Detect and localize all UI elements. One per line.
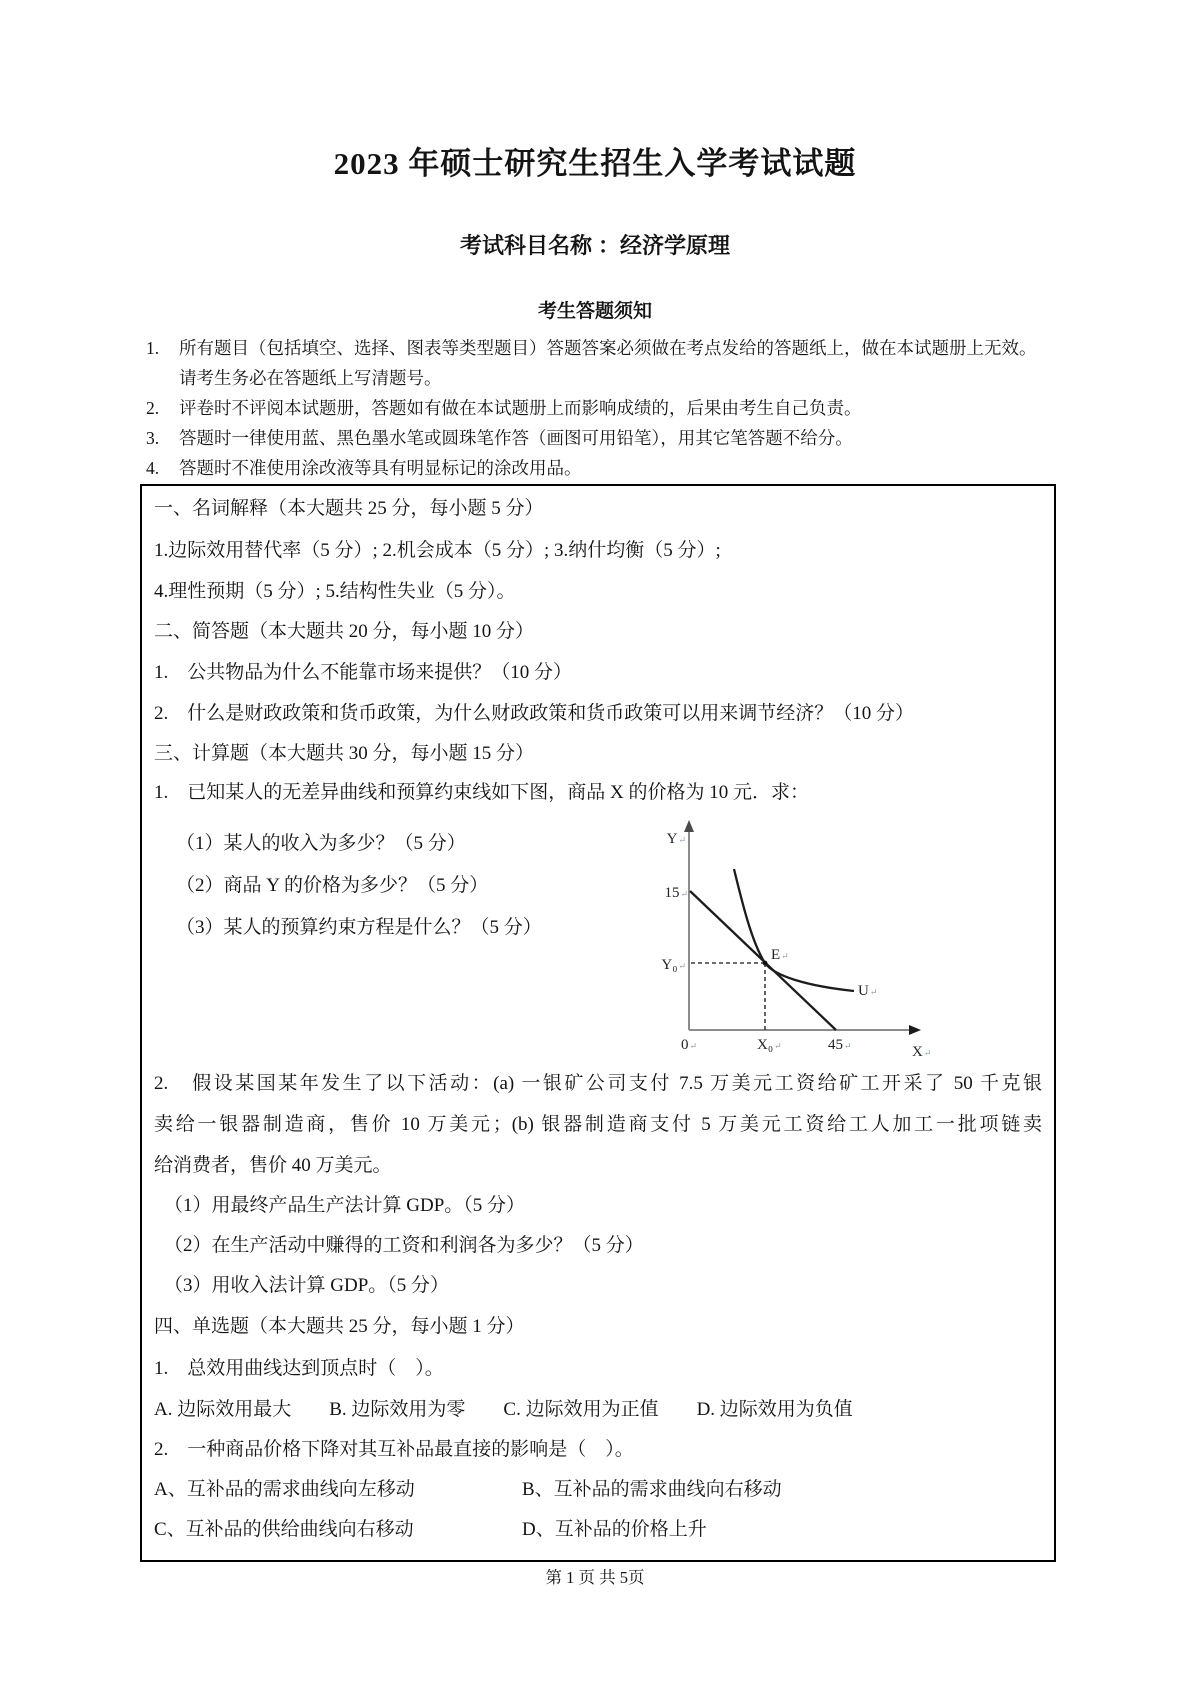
y-axis-arrow-icon (684, 820, 694, 832)
section4-question2-options (154, 1470, 1042, 1550)
subject-line: 考试科目名称 ：经济学原理 (459, 233, 731, 258)
section3-question1: 1. 已知某人的无差异曲线和预算约束线如下图，商品 X 的价格为 10 元．求： (154, 782, 809, 803)
sub-question: （2）商品 Y 的价格为多少？（5 分） (176, 875, 489, 896)
section3-question2-line: 卖给一银器制造商，售价 10 万美元；(b) 银器制造商支付 5 万美元工资给工人加工一批项链卖 (154, 1114, 1042, 1135)
curve-label: U↵ (858, 983, 878, 999)
x-axis-arrow-icon (909, 1025, 921, 1035)
y-intercept-label: 15↵ (664, 885, 688, 901)
y0-label: Y₀↵ (661, 957, 686, 973)
notice-item-number: 2. (146, 398, 160, 418)
section2-question: 2. 什么是财政政策和货币政策，为什么财政政策和货币政策可以用来调节经济？（10 分） (154, 703, 915, 724)
notice-item-number: 4. (146, 458, 160, 478)
x0-label: X₀↵ (757, 1037, 782, 1053)
notice-item-line: 所有题目（包括填空、选择、图表等类型题目）答题答案必须做在考点发给的答题纸上，做在本试题册上无效。 (179, 338, 1037, 358)
sub-question: （3）某人的预算约束方程是什么？（5 分） (176, 917, 542, 938)
sub-question: （1）某人的收入为多少？（5 分） (176, 833, 466, 854)
section1-terms-line: 4.理性预期（5 分）; 5.结构性失业（5 分）。 (154, 581, 516, 602)
notice-item-line: 评卷时不评阅本试题册，答题如有做在本试题册上而影响成绩的，后果由考生自己负责。 (179, 398, 862, 418)
sub-question: （2）在生产活动中赚得的工资和利润各为多少？（5 分） (164, 1235, 644, 1256)
page-footer: 第 1 页 共 5页 (545, 1568, 645, 1587)
notice-item-text (179, 453, 1120, 483)
tangent-point-dot (763, 961, 768, 966)
section1-heading: 一、名词解释（本大题共 25 分，每小题 5 分） (154, 498, 544, 519)
y-axis-label: Y↵ (666, 831, 686, 847)
section1-terms-line: 1.边际效用替代率（5 分）; 2.机会成本（5 分）; 3.纳什均衡（5 分）; (154, 540, 721, 561)
section2-heading: 二、简答题（本大题共 20 分，每小题 10 分） (154, 621, 535, 642)
section4-question1: 1. 总效用曲线达到顶点时（ ）。 (154, 1358, 444, 1379)
option-a: A、互补品的需求曲线向左移动 (154, 1479, 415, 1500)
section4-heading: 四、单选题（本大题共 25 分，每小题 1 分） (154, 1316, 525, 1337)
notice-item-text (179, 393, 1120, 423)
x-axis-label: X↵ (912, 1044, 932, 1060)
notice-item (146, 453, 1120, 483)
option-c: C、互补品的供给曲线向右移动 (154, 1519, 414, 1540)
indifference-curve-figure (622, 817, 934, 1063)
notice-item-number: 3. (146, 428, 160, 448)
section2-question: 1. 公共物品为什么不能靠市场来提供？（10 分） (154, 662, 573, 683)
sub-question: （3）用收入法计算 GDP。（5 分） (164, 1275, 450, 1296)
section3-question2-line: 2. 假设某国某年发生了以下活动：(a) 一银矿公司支付 7.5 万美元工资给矿工开采了 50 千克银 (154, 1073, 1042, 1094)
budget-line-chart (622, 817, 934, 1063)
notice-item-text (179, 423, 1120, 453)
section3-question2-line: 给消费者，售价 40 万美元。 (154, 1155, 392, 1176)
notice-item (146, 393, 1120, 423)
tangent-point-label: E↵ (771, 947, 789, 963)
calc-question1-area (154, 813, 1042, 1063)
section4-question2: 2. 一种商品价格下降对其互补品最直接的影响是（ ）。 (154, 1439, 634, 1460)
x-intercept-label: 45↵ (828, 1037, 852, 1053)
notice-item (146, 423, 1120, 453)
notice-heading: 考生答题须知 (537, 301, 652, 322)
origin-label: 0↵ (681, 1037, 698, 1053)
question-box (140, 484, 1056, 1562)
sub-question: （1）用最终产品生产法计算 GDP。（5 分） (164, 1195, 526, 1216)
notice-item (146, 333, 1120, 393)
notice-item-line: 答题时一律使用蓝、黑色墨水笔或圆珠笔作答（画图可用铅笔），用其它笔答题不给分。 (179, 428, 853, 448)
page-title: 2023 年硕士研究生招生入学考试试题 (333, 146, 857, 181)
notice-item-number: 1. (146, 338, 160, 358)
section4-question1-options: A. 边际效用最大 B. 边际效用为零 C. 边际效用为正值 D. 边际效用为负值 (154, 1399, 853, 1420)
notice-item-line: 答题时不准使用涂改液等具有明显标记的涂改用品。 (179, 458, 582, 478)
indifference-curve (734, 869, 854, 991)
notice-item-text (179, 333, 1120, 393)
notice-item-line: 请考生务必在答题纸上写清题号。 (179, 368, 442, 388)
notice-list (146, 333, 1120, 483)
option-d: D、互补品的价格上升 (522, 1519, 707, 1540)
section3-heading: 三、计算题（本大题共 30 分，每小题 15 分） (154, 743, 535, 764)
option-b: B、互补品的需求曲线向右移动 (522, 1479, 782, 1500)
